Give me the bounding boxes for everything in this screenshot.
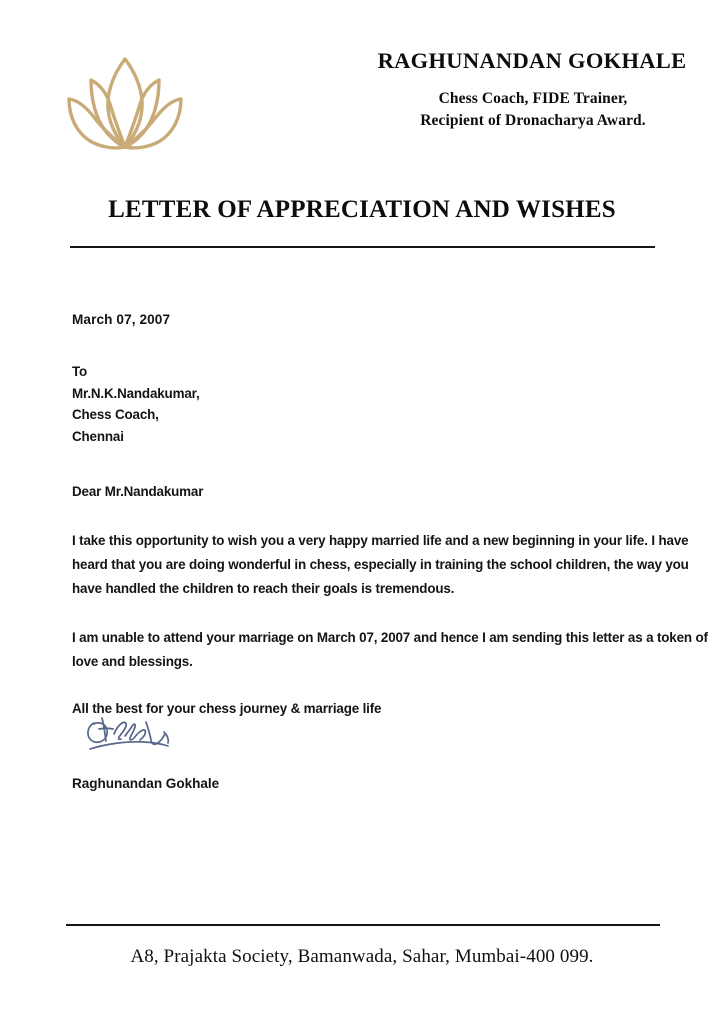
- credential-line-2: Recipient of Dronacharya Award.: [420, 112, 646, 130]
- letterhead-text: [372, 48, 694, 132]
- lotus-flower-logo: [62, 50, 188, 158]
- signer-name: Raghunandan Gokhale: [72, 776, 220, 791]
- organization-name: RAGHUNANDAN GOKHALE: [377, 48, 687, 73]
- recipient-designation: Chess Coach,: [72, 407, 159, 423]
- letterhead-credentials: [372, 88, 694, 133]
- salutation: Dear Mr.Nandakumar: [72, 483, 204, 499]
- handwritten-signature: [78, 712, 188, 760]
- credential-line-1: Chess Coach, FIDE Trainer,: [438, 89, 628, 107]
- letter-closing-line: All the best for your chess journey & marriage life: [72, 701, 382, 717]
- letter-body: [72, 312, 712, 721]
- header-divider-rule: [70, 246, 655, 248]
- address-to-label: To: [72, 364, 88, 379]
- signature-area: [72, 712, 372, 802]
- letterhead: [0, 48, 724, 160]
- letter-date: March 07, 2007: [72, 312, 171, 327]
- letter-paragraph-2: I am unable to attend your marriage on March 07, 2007 and hence I am sending this letter as a token of love and blessings.: [72, 630, 708, 670]
- footer-divider-rule: [66, 924, 660, 926]
- recipient-name: Mr.N.K.Nandakumar,: [72, 385, 200, 401]
- recipient-address-block: [72, 361, 712, 448]
- footer-address: A8, Prajakta Society, Bamanwada, Sahar, Mumbai-400 099.: [130, 946, 594, 967]
- document-title: LETTER OF APPRECIATION AND WISHES: [108, 196, 616, 223]
- recipient-city: Chennai: [72, 429, 124, 445]
- letter-paragraph-1: I take this opportunity to wish you a very happy married life and a new beginning in your life. I have heard that you are doing wonderful in chess, especially in training the school children, the way you have handled the children to reach their goals is tremendous.: [72, 532, 689, 596]
